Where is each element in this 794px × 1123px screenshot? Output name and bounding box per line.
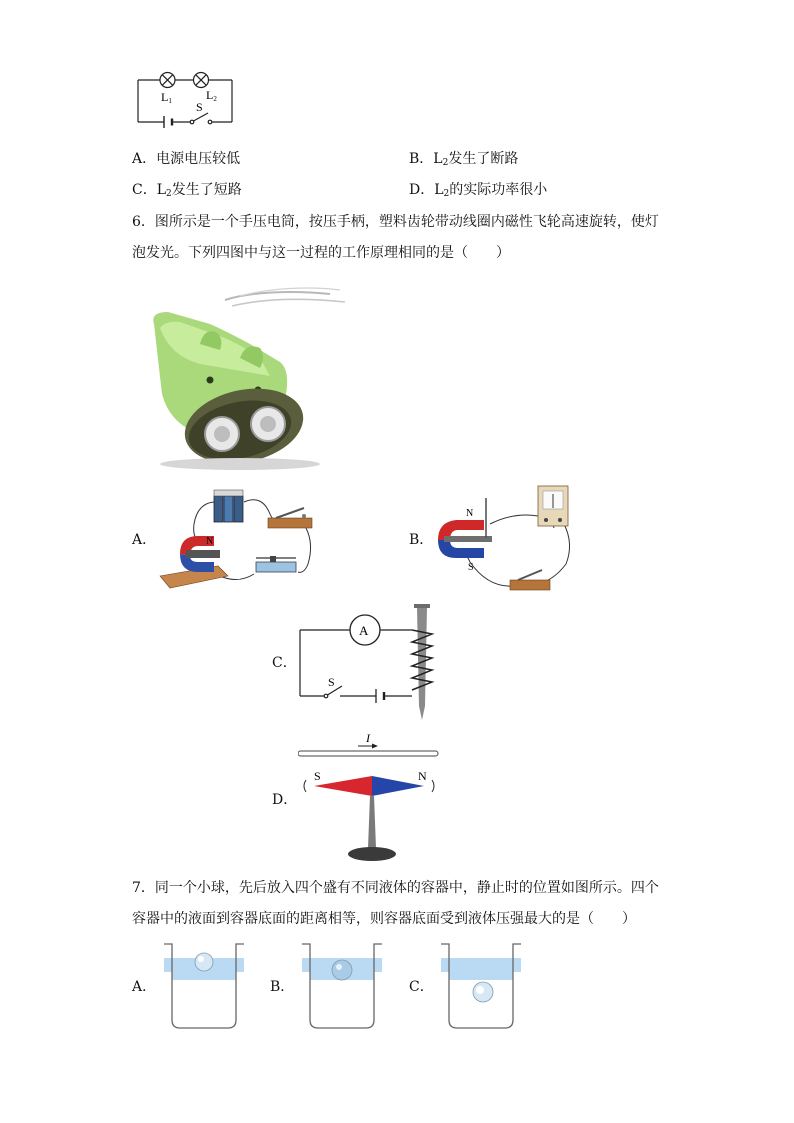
hand-crank-flashlight-image (140, 284, 355, 472)
q5-option-d-suffix: 的实际功率很小 (449, 182, 548, 198)
q5-l1-label: L1 (161, 90, 172, 105)
q6-option-c-label[interactable]: C． (272, 655, 297, 671)
q7-option-a-label[interactable]: A． (132, 979, 157, 995)
q6-stem-line2: 泡发光。下列四图中与这一过程的工作原理相同的是（ ） (132, 245, 510, 261)
q5-option-b-sub: 2 (442, 158, 449, 168)
q6-stem-line1: 6．图所示是一个手压电筒，按压手柄，塑料齿轮带动线圈内磁性飞轮高速旋转，使灯 (132, 214, 659, 230)
q6-option-a-figure (158, 484, 324, 592)
q6-b-s-label: S (468, 562, 474, 573)
q6-d-n-label: N (418, 769, 427, 783)
q7-option-a-beaker (158, 940, 250, 1032)
q6-option-b-figure (434, 484, 584, 596)
q7-option-c-label[interactable]: C． (409, 979, 434, 995)
q5-option-d[interactable] (409, 180, 547, 204)
q6-option-c-figure (294, 604, 440, 722)
q5-option-c-prefix: C．L (132, 182, 167, 198)
q5-circuit-diagram (130, 66, 240, 130)
q6-d-s-label: S (314, 769, 321, 783)
q6-option-d-label[interactable]: D． (272, 792, 298, 808)
q5-option-b[interactable] (409, 149, 518, 173)
q5-option-b-prefix: B．L (409, 151, 443, 167)
q5-option-c-sub: 2 (166, 189, 172, 199)
q7-option-b-beaker (296, 940, 388, 1032)
q5-option-d-prefix: D．L (409, 182, 444, 198)
q5-option-c[interactable] (132, 180, 242, 204)
q7-option-c-beaker (435, 940, 527, 1032)
q6-option-b-label[interactable]: B． (409, 532, 434, 548)
q6-c-ammeter-label: A (359, 623, 369, 638)
q6-option-a-label[interactable]: A． (132, 532, 157, 548)
q6-a-n-label: N (206, 536, 214, 547)
q5-l2-label: L2 (206, 88, 217, 103)
q7-stem-line1: 7．同一个小球，先后放入四个盛有不同液体的容器中，静止时的位置如图所示。四个 (132, 880, 659, 896)
q5-option-b-suffix: 发生了断路 (448, 151, 519, 167)
q5-option-c-suffix: 发生了短路 (171, 182, 242, 198)
q6-d-current-label: I (366, 731, 370, 745)
q6-b-n-label: N (466, 508, 474, 519)
q5-option-a[interactable]: A．电源电压较低 (132, 151, 241, 167)
q5-switch-label: S (196, 100, 203, 114)
q7-option-b-label[interactable]: B． (270, 979, 295, 995)
q6-c-switch-label: S (328, 675, 335, 689)
q5-option-d-sub: 2 (443, 189, 450, 199)
q7-stem-line2: 容器中的液面到容器底面的距离相等，则容器底面受到液体压强最大的是（ ） (132, 911, 636, 927)
q6-option-d-figure (298, 728, 440, 866)
